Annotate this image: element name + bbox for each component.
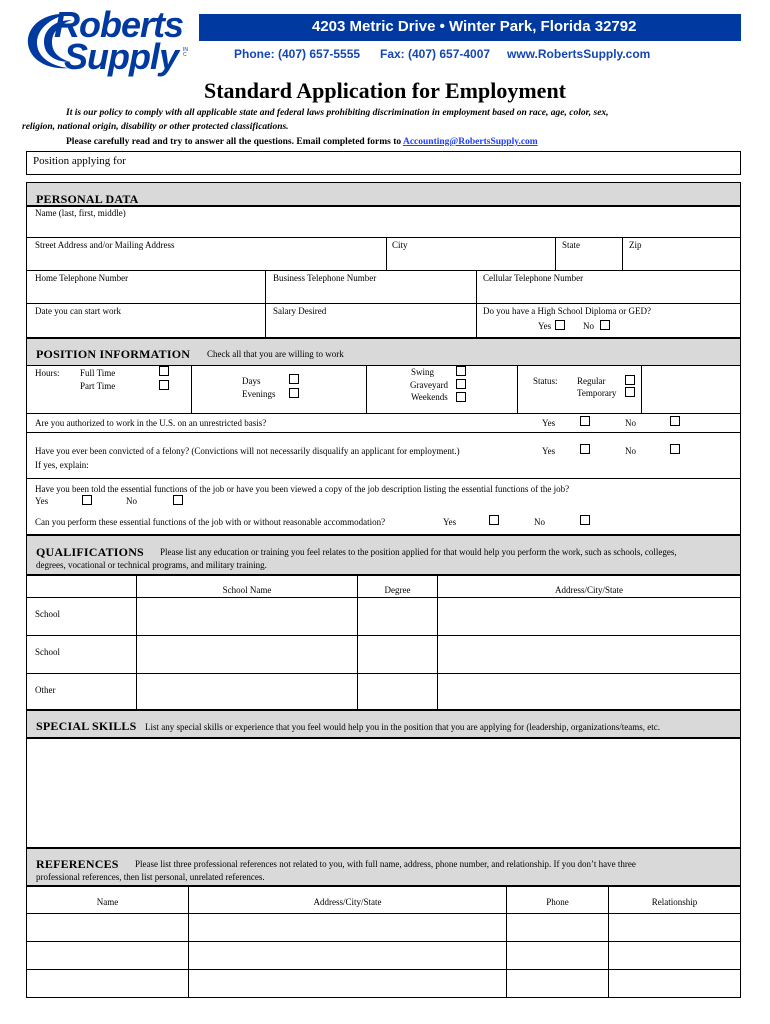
swing-label: Swing: [411, 367, 435, 377]
special-skills-header: [26, 710, 741, 738]
evenings-label: Evenings: [242, 389, 276, 399]
table-row-school-2: School: [35, 647, 61, 657]
references-desc-2: professional references, then list personal, unrelated references.: [36, 872, 265, 882]
qualifications-header: [26, 535, 741, 575]
evenings-checkbox[interactable]: [289, 388, 299, 398]
policy-line-2: religion, national origin, disability or other protected classifications.: [22, 122, 289, 132]
address-banner: [199, 14, 741, 41]
other-input[interactable]: [137, 674, 740, 709]
col-ref-relationship: Relationship: [651, 897, 698, 907]
business-phone-label: Business Telephone Number: [273, 273, 377, 283]
school-1-input[interactable]: [137, 598, 740, 634]
diploma-no-checkbox[interactable]: [600, 320, 610, 330]
essential-yes-label: Yes: [35, 496, 49, 506]
references-header: [26, 848, 741, 886]
col-address: Address/City/State: [555, 585, 623, 595]
graveyard-label: Graveyard: [410, 380, 448, 390]
felony-explain-input[interactable]: [100, 458, 740, 476]
felony-yes-checkbox[interactable]: [580, 444, 590, 454]
special-skills-desc: List any special skills or experience that you feel would help you in the position that you are applying for (leadership, organizations/teams, etc.: [145, 722, 660, 732]
reference-row-2[interactable]: [27, 942, 740, 968]
company-logo: [22, 4, 202, 77]
diploma-yes-checkbox[interactable]: [555, 320, 565, 330]
state-input[interactable]: [556, 252, 621, 269]
start-date-input[interactable]: [27, 318, 264, 337]
diploma-yes-label: Yes: [538, 321, 552, 331]
page-title: Standard Application for Employment: [203, 78, 567, 103]
part-time-checkbox[interactable]: [159, 380, 169, 390]
reference-row-1[interactable]: [27, 914, 740, 940]
salary-input[interactable]: [266, 318, 475, 337]
authorized-no-checkbox[interactable]: [670, 416, 680, 426]
home-phone-label: Home Telephone Number: [35, 273, 129, 283]
position-applying-field[interactable]: [26, 151, 741, 175]
authorized-no-label: No: [625, 418, 636, 428]
home-phone-input[interactable]: [27, 285, 264, 302]
felony-no-label: No: [625, 446, 636, 456]
logo-inc: INC: [183, 47, 188, 58]
personal-data-header: [26, 182, 741, 206]
graveyard-checkbox[interactable]: [456, 379, 466, 389]
status-label: Status:: [533, 376, 558, 386]
references-heading: REFERENCES: [36, 857, 119, 871]
days-checkbox[interactable]: [289, 374, 299, 384]
company-phone: Phone: (407) 657-5555: [234, 47, 361, 61]
qualifications-desc-2: degrees, vocational or technical programs, and military training.: [36, 560, 267, 570]
col-degree: Degree: [384, 585, 411, 595]
position-info-heading: POSITION INFORMATION: [36, 347, 191, 361]
name-label: Name (last, first, middle): [35, 208, 126, 218]
essential-no-label: No: [126, 496, 137, 506]
zip-input[interactable]: [623, 252, 740, 269]
company-website[interactable]: www.RobertsSupply.com: [507, 47, 651, 61]
col-ref-address: Address/City/State: [313, 897, 382, 907]
position-applying-label: Position applying for: [33, 155, 126, 167]
felony-question: Have you ever been convicted of a felony? (Convictions will not necessarily disqualify an applicant for employment.): [35, 446, 460, 456]
instruction-line: [66, 137, 538, 147]
school-2-input[interactable]: [137, 636, 740, 672]
city-label: City: [392, 240, 408, 250]
perform-no-checkbox[interactable]: [580, 515, 590, 525]
weekends-checkbox[interactable]: [456, 392, 466, 402]
reference-row-3[interactable]: [27, 970, 740, 997]
cell-phone-input[interactable]: [477, 285, 740, 302]
company-fax: Fax: (407) 657-4007: [380, 47, 491, 61]
felony-explain-label: If yes, explain:: [35, 460, 89, 470]
references-desc-1: Please list three professional references not related to you, with full name, address, phone number, and relationship. If you don’t have three: [135, 859, 636, 869]
table-row-other: Other: [35, 685, 56, 695]
company-address: 4203 Metric Drive • Winter Park, Florida 32792: [312, 18, 637, 35]
position-info-header: [26, 338, 741, 366]
city-input[interactable]: [387, 252, 554, 269]
essential-no-checkbox[interactable]: [173, 495, 183, 505]
essential-question: Have you been told the essential functions of the job or have you been viewed a copy of the job description listing the essential functions of the job?: [35, 484, 570, 494]
cell-phone-label: Cellular Telephone Number: [483, 273, 584, 283]
days-label: Days: [242, 376, 261, 386]
special-skills-textarea[interactable]: [26, 738, 741, 848]
diploma-question: Do you have a High School Diploma or GED?: [483, 306, 651, 316]
full-time-checkbox[interactable]: [159, 366, 169, 376]
street-label: Street Address and/or Mailing Address: [35, 240, 175, 250]
temporary-label: Temporary: [577, 388, 617, 398]
authorized-yes-checkbox[interactable]: [580, 416, 590, 426]
part-time-label: Part Time: [80, 381, 116, 391]
weekends-label: Weekends: [411, 392, 448, 402]
policy-line-1: It is our policy to comply with all applicable state and federal laws prohibiting discrimination in employment based on race, age, color, sex,: [66, 108, 609, 118]
logo-supply: Supply: [64, 36, 179, 77]
regular-checkbox[interactable]: [625, 375, 635, 385]
col-ref-phone: Phone: [546, 897, 569, 907]
logo-roberts: Roberts: [54, 4, 184, 45]
email-link[interactable]: Accounting@RobertsSupply.com: [402, 137, 538, 147]
state-label: State: [562, 240, 580, 250]
instruction-text: Please carefully read and try to answer all the questions. Email completed forms to: [66, 137, 403, 147]
felony-yes-label: Yes: [542, 446, 556, 456]
personal-data-heading: PERSONAL DATA: [36, 192, 139, 206]
authorized-question: Are you authorized to work in the U.S. on an unrestricted basis?: [35, 418, 267, 428]
hours-label: Hours:: [35, 368, 60, 378]
swing-checkbox[interactable]: [456, 366, 466, 376]
essential-yes-checkbox[interactable]: [82, 495, 92, 505]
felony-no-checkbox[interactable]: [670, 444, 680, 454]
zip-label: Zip: [629, 240, 642, 250]
position-info-subtitle: Check all that you are willing to work: [207, 349, 344, 359]
col-ref-name: Name: [96, 897, 119, 907]
perform-no-label: No: [534, 517, 545, 527]
authorized-yes-label: Yes: [542, 418, 556, 428]
full-time-label: Full Time: [80, 368, 116, 378]
diploma-no-label: No: [583, 321, 594, 331]
perform-question: Can you perform these essential functions of the job with or without reasonable accommodation?: [35, 517, 386, 527]
perform-yes-label: Yes: [443, 517, 457, 527]
regular-label: Regular: [577, 376, 606, 386]
qualifications-heading: QUALIFICATIONS: [36, 545, 144, 559]
col-school-name: School Name: [222, 585, 272, 595]
name-input[interactable]: [27, 219, 740, 237]
street-input[interactable]: [27, 252, 385, 269]
qualifications-desc-1: Please list any education or training you feel relates to the position applied for that would help you perform the work, such as schools, colleges,: [160, 547, 677, 557]
perform-yes-checkbox[interactable]: [489, 515, 499, 525]
business-phone-input[interactable]: [266, 285, 475, 302]
salary-label: Salary Desired: [273, 306, 327, 316]
start-date-label: Date you can start work: [35, 306, 121, 316]
special-skills-heading: SPECIAL SKILLS: [36, 719, 137, 733]
table-row-school-1: School: [35, 609, 61, 619]
temporary-checkbox[interactable]: [625, 387, 635, 397]
